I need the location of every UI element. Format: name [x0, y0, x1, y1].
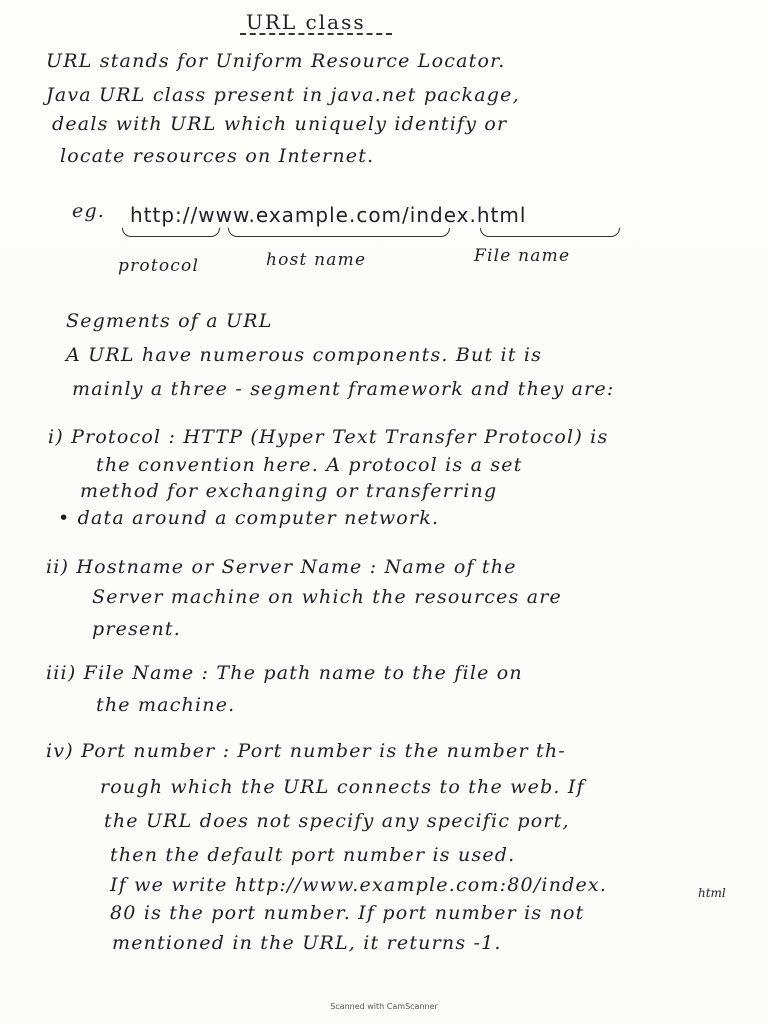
- intro-line-4: locate resources on Internet.: [60, 145, 375, 167]
- item-iv-line-6: 80 is the port number. If port number is not: [110, 902, 585, 924]
- intro-line-1: URL stands for Uniform Resource Locator.: [46, 50, 506, 72]
- item-i-line-1: i) Protocol : HTTP (Hyper Text Transfer Protocol) is: [48, 426, 609, 448]
- item-i-line-3: method for exchanging or transferring: [80, 480, 498, 502]
- scanner-watermark: Scanned with CamScanner: [330, 1002, 438, 1011]
- example-label: eg.: [72, 200, 106, 222]
- item-ii-line-2: Server machine on which the resources are: [92, 586, 562, 608]
- example-url-protocol: http://: [130, 203, 199, 227]
- intro-line-3: deals with URL which uniquely identify or: [52, 113, 508, 135]
- example-url-file: /index.html: [402, 203, 527, 227]
- item-iv-line-7: mentioned in the URL, it returns -1.: [112, 932, 502, 954]
- protocol-caption: protocol: [118, 256, 200, 276]
- protocol-brace: [122, 228, 220, 237]
- page-title: URL class: [246, 10, 366, 34]
- item-iv-line-1: iv) Port number : Port number is the number th-: [46, 740, 566, 762]
- example-url-host: www.example.com: [198, 203, 403, 227]
- item-iv-line-5: If we write http://www.example.com:80/index.: [110, 874, 608, 896]
- item-i-line-2: the convention here. A protocol is a set: [96, 454, 523, 476]
- intro-line-2: Java URL class present in java.net package,: [46, 84, 520, 106]
- segments-heading: Segments of a URL: [66, 310, 273, 332]
- item-iv-line-4: then the default port number is used.: [110, 844, 516, 866]
- item-ii-line-1: ii) Hostname or Server Name : Name of the: [46, 556, 517, 578]
- file-brace: [480, 228, 620, 237]
- segments-line-1: A URL have numerous components. But it is: [66, 344, 543, 366]
- host-caption: host name: [266, 250, 367, 270]
- item-iii-line-2: the machine.: [96, 694, 236, 716]
- segments-line-2: mainly a three - segment framework and they are:: [72, 378, 615, 400]
- file-caption: File name: [474, 246, 571, 266]
- item-iv-line-3: the URL does not specify any specific port,: [104, 810, 570, 832]
- item-iv-line-5-continuation: html: [698, 886, 726, 900]
- host-brace: [228, 228, 450, 237]
- item-ii-line-3: present.: [92, 618, 181, 640]
- example-url: [130, 203, 526, 227]
- item-iii-line-1: iii) File Name : The path name to the file on: [46, 662, 523, 684]
- title-underline: [240, 33, 392, 35]
- item-iv-line-2: rough which the URL connects to the web. If: [100, 776, 585, 798]
- item-i-line-4: • data around a computer network.: [58, 507, 440, 529]
